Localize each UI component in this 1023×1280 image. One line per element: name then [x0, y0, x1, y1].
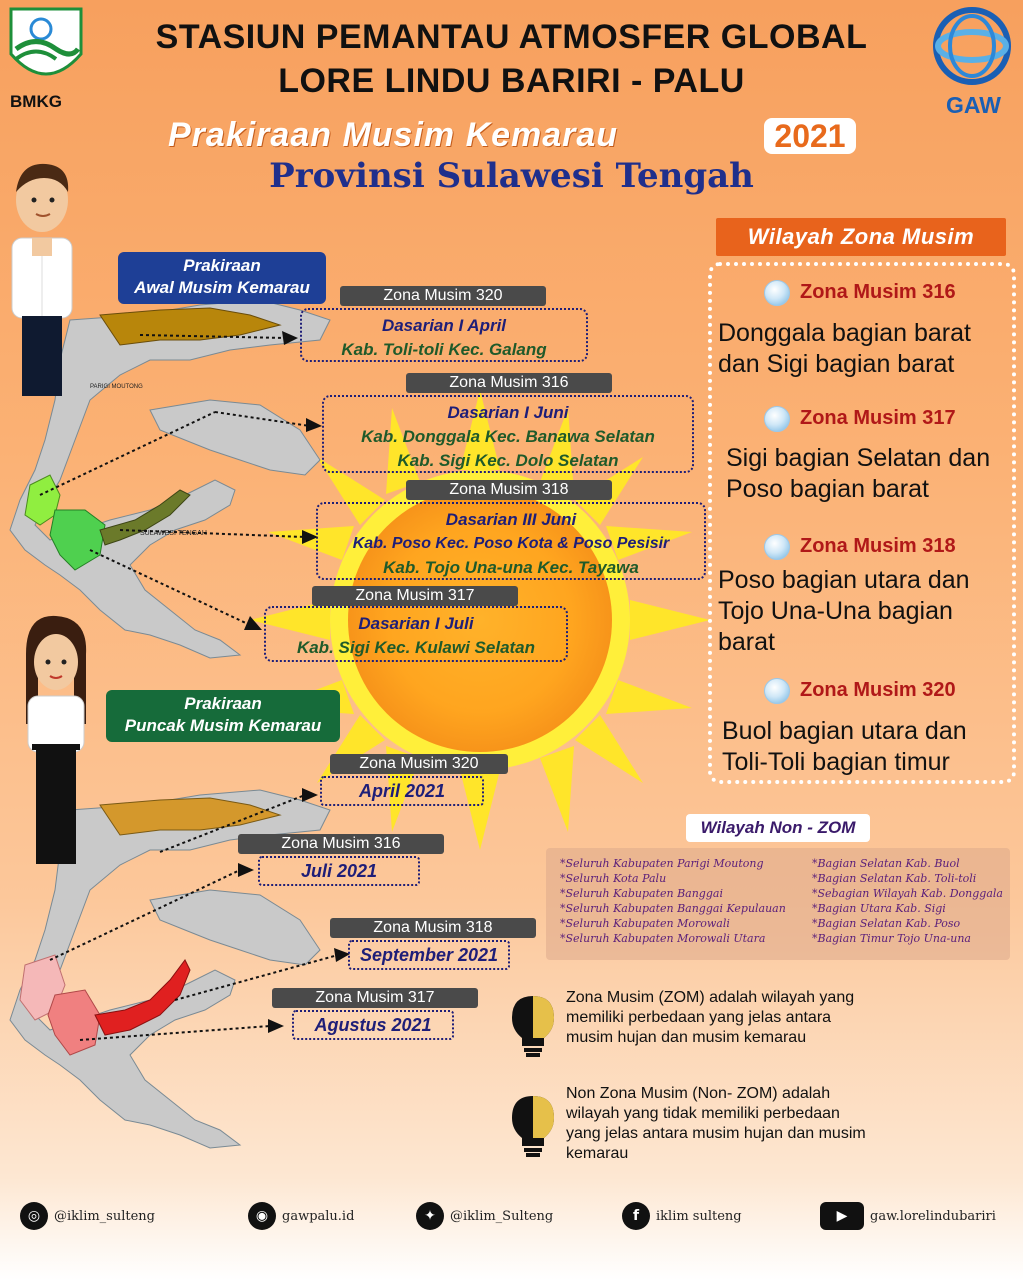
page-title-line1: STASIUN PEMANTAU ATMOSFER GLOBAL — [155, 18, 868, 56]
footer-instagram[interactable] — [20, 1202, 155, 1230]
non-zom-item: *Seluruh Kabupaten Morowali Utara — [560, 932, 766, 945]
non-zom-item: *Seluruh Kabupaten Banggai Kepulauan — [560, 902, 786, 915]
onset-zone-tag: Zona Musim 316 — [406, 373, 612, 393]
map-label-sulawesi-tengah: SULAWESI TENGAH — [140, 530, 207, 537]
peak-label-line1: Prakiraan — [184, 694, 262, 713]
zone-item-desc: Sigi bagian Selatan dan Poso bagian barat — [726, 444, 991, 503]
callout-location: Kab. Toli-toli Kec. Galang — [341, 340, 547, 359]
callout-period: Dasarian I Juli — [358, 614, 474, 633]
zone-item-title: Zona Musim 320 — [800, 679, 956, 701]
footer-facebook[interactable] — [622, 1202, 742, 1230]
map-label-parigi: PARIGI MOUTONG — [90, 384, 143, 390]
chrome-icon: ◉ — [248, 1202, 276, 1230]
onset-label-line2: Awal Musim Kemarau — [134, 278, 310, 297]
bullet-icon — [764, 280, 790, 306]
peak-callout: September 2021 — [348, 940, 510, 970]
onset-zone-tag: Zona Musim 318 — [406, 480, 612, 500]
peak-zone-tag: Zona Musim 318 — [330, 918, 536, 938]
gaw-logo-text: GAW — [946, 92, 1001, 118]
footer-instagram-label: @iklim_sulteng — [54, 1208, 155, 1224]
zone-item-desc: Buol bagian utara dan Toli-Toli bagian timur — [722, 717, 967, 776]
page-subtitle: Prakiraan Musim Kemarau — [168, 116, 619, 154]
lightbulb-icon — [508, 992, 558, 1058]
province-title: Provinsi Sulawesi Tengah — [269, 156, 754, 196]
bullet-icon — [764, 406, 790, 432]
zone-item-title: Zona Musim 316 — [800, 281, 956, 303]
callout-location: Kab. Tojo Una-una Kec. Tayawa — [383, 558, 639, 577]
zone-item-title: Zona Musim 318 — [800, 535, 956, 557]
onset-zone-tag: Zona Musim 320 — [340, 286, 546, 306]
footer-twitter[interactable] — [416, 1202, 553, 1230]
callout-period: Dasarian III Juni — [445, 510, 577, 529]
instagram-icon: ◎ — [20, 1202, 48, 1230]
facebook-icon: f — [622, 1202, 650, 1230]
non-zom-item: *Seluruh Kota Palu — [560, 872, 667, 885]
peak-zone-tag: Zona Musim 317 — [272, 988, 478, 1008]
bullet-icon — [764, 534, 790, 560]
zone-panel-title: Wilayah Zona Musim — [716, 218, 1006, 256]
peak-zone-tag: Zona Musim 316 — [238, 834, 444, 854]
callout-location: Kab. Donggala Kec. Banawa Selatan — [361, 427, 655, 446]
footer-youtube-label: gaw.lorelindubariri — [870, 1208, 996, 1224]
footer-facebook-label: iklim sulteng — [656, 1208, 742, 1224]
page-title-line2: LORE LINDU BARIRI - PALU — [278, 62, 745, 100]
non-zom-item: *Bagian Selatan Kab. Poso — [812, 917, 961, 930]
youtube-icon: ▶ — [820, 1202, 864, 1230]
callout-location: Kab. Sigi Kec. Kulawi Selatan — [296, 638, 536, 657]
bullet-icon — [764, 678, 790, 704]
zom-definition: Zona Musim (ZOM) adalah wilayah yang memiliki perbedaan yang jelas antara musim hujan dan musim kemarau — [566, 989, 855, 1046]
year-badge: 2021 — [764, 118, 856, 154]
peak-label-line2: Puncak Musim Kemarau — [124, 716, 322, 735]
non-zom-item: *Bagian Selatan Kab. Buol — [812, 857, 960, 870]
footer-web-label: gawpalu.id — [282, 1208, 355, 1224]
non-zom-title: Wilayah Non - ZOM — [686, 814, 870, 842]
onset-label-line1: Prakiraan — [183, 256, 261, 275]
peak-callout: Agustus 2021 — [292, 1010, 454, 1040]
callout-period: Dasarian I April — [381, 316, 507, 335]
footer-twitter-label: @iklim_Sulteng — [450, 1208, 554, 1224]
zone-item-desc: Donggala bagian barat dan Sigi bagian barat — [718, 319, 971, 378]
non-zom-item: *Bagian Selatan Kab. Toli-toli — [812, 872, 977, 885]
callout-period: Dasarian I Juni — [447, 403, 569, 422]
non-zom-item: *Sebagian Wilayah Kab. Donggala — [812, 887, 1003, 900]
twitter-icon: ✦ — [416, 1202, 444, 1230]
callout-location: Kab. Sigi Kec. Dolo Selatan — [397, 451, 619, 470]
non-zom-item: *Bagian Utara Kab. Sigi — [812, 902, 946, 915]
zone-item-title: Zona Musim 317 — [800, 407, 956, 429]
non-zom-definition: Non Zona Musim (Non- ZOM) adalah wilayah yang tidak memiliki perbedaan yang jelas antara musim hujan dan musim kemarau — [566, 1085, 866, 1162]
peak-callout: Juli 2021 — [258, 856, 420, 886]
lightbulb-icon — [508, 1092, 558, 1158]
non-zom-item: *Bagian Timur Tojo Una-una — [812, 932, 971, 945]
peak-callout: April 2021 — [320, 776, 484, 806]
non-zom-item: *Seluruh Kabupaten Morowali — [560, 917, 730, 930]
non-zom-item: *Seluruh Kabupaten Parigi Moutong — [560, 857, 764, 870]
zone-item-desc: Poso bagian utara dan Tojo Una-Una bagian barat — [718, 566, 970, 656]
onset-zone-tag: Zona Musim 317 — [312, 586, 518, 606]
bmkg-logo-text: BMKG — [10, 92, 62, 111]
footer-web[interactable] — [248, 1202, 354, 1230]
non-zom-item: *Seluruh Kabupaten Banggai — [560, 887, 723, 900]
footer-youtube[interactable] — [820, 1202, 996, 1230]
callout-location: Kab. Poso Kec. Poso Kota & Poso Pesisir — [352, 535, 670, 552]
peak-zone-tag: Zona Musim 320 — [330, 754, 508, 774]
peak-label — [106, 690, 340, 742]
